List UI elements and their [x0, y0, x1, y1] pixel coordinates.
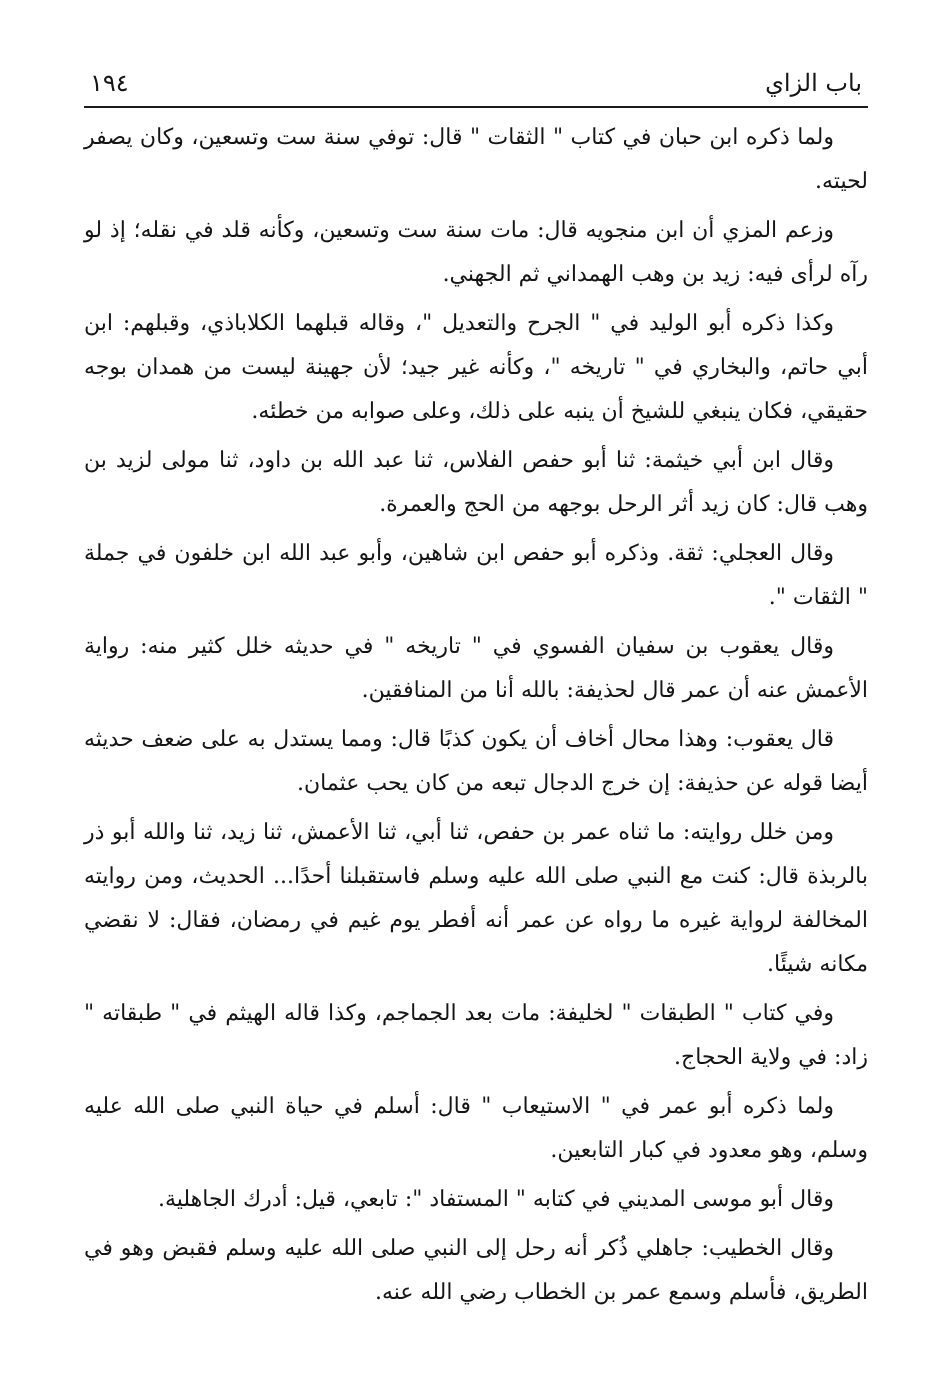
book-page [84, 62, 868, 1339]
main-text [84, 116, 868, 1315]
paragraph-abu-al-walid: وكذا ذكره أبو الوليد في " الجرح والتعديل "، وقاله قبلهما الكلاباذي، وقبلهم: ابن أبي حاتم، والبخاري في " تاريخه "، وكأنه غير جيد؛ لأن جهينة ليست من همدان بوجه حقيقي، فكان ينبغي للشيخ أن ينبه على ذلك، وعلى صوابه من خطئه. [84, 311, 868, 424]
paragraph-istiab: ولما ذكره أبو عمر في " الاستيعاب " قال: أسلم في حياة النبي صلى الله عليه وسلم، وهو معدود في كبار التابعين. [84, 1094, 868, 1163]
section-title: باب الزاي [765, 69, 862, 97]
page-header [84, 62, 868, 106]
paragraph-tabaqat: وفي كتاب " الطبقات " لخليفة: مات بعد الجماجم، وكذا قاله الهيثم في " طبقاته " زاد: في ولاية الحجاج. [84, 1001, 868, 1070]
paragraph-yaqub-comment: قال يعقوب: وهذا محال أخاف أن يكون كذبًا قال: ومما يستدل به على ضعف حديثه أيضا قوله عن حذيفة: إن خرج الدجال تبعه من كان يحب عثمان. [84, 727, 868, 796]
paragraph-khatib: وقال الخطيب: جاهلي ذُكر أنه رحل إلى النبي صلى الله عليه وسلم فقبض وهو في الطريق، فأسلم وسمع عمر بن الخطاب رضي الله عنه. [84, 1236, 868, 1305]
header-rule [84, 106, 868, 108]
paragraph-ijli: وقال العجلي: ثقة. وذكره أبو حفص ابن شاهين، وأبو عبد الله ابن خلفون في جملة " الثقات ". [84, 541, 868, 610]
page-number: ١٩٤ [90, 69, 129, 97]
paragraph-riwaya-khalal: ومن خلل روايته: ما ثناه عمر بن حفص، ثنا أبي، ثنا الأعمش، ثنا زيد، ثنا والله أبو ذر بالربذة قال: كنت مع النبي صلى الله عليه وسلم فاستقبلنا أحدًا... الحديث، ومن روايته المخالفة لرواية غيره ما رواه عن عمر أنه أفطر يوم غيم في رمضان، فقال: لا نقضي مكانه شيئًا. [84, 820, 868, 977]
paragraph-ibn-hibban: ولما ذكره ابن حبان في كتاب " الثقات " قال: توفي سنة ست وتسعين، وكان يصفر لحيته. [84, 125, 868, 194]
paragraph-abu-musa: وقال أبو موسى المديني في كتابه " المستفاد ": تابعي، قيل: أدرك الجاهلية. [157, 1187, 834, 1212]
paragraph-yaqub-fasawi: وقال يعقوب بن سفيان الفسوي في " تاريخه " في حديثه خلل كثير منه: رواية الأعمش عنه أن عمر قال لحذيفة: بالله أنا من المنافقين. [84, 634, 868, 703]
paragraph-mizzi: وزعم المزي أن ابن منجويه قال: مات سنة ست وتسعين، وكأنه قلد في نقله؛ إذ لو رآه لرأى فيه: زيد بن وهب الهمداني ثم الجهني. [84, 218, 868, 287]
paragraph-ibn-abi-khaythama: وقال ابن أبي خيثمة: ثنا أبو حفص الفلاس، ثنا عبد الله بن داود، ثنا مولى لزيد بن وهب قال: كان زيد أثر الرحل بوجهه من الحج والعمرة. [84, 448, 868, 517]
